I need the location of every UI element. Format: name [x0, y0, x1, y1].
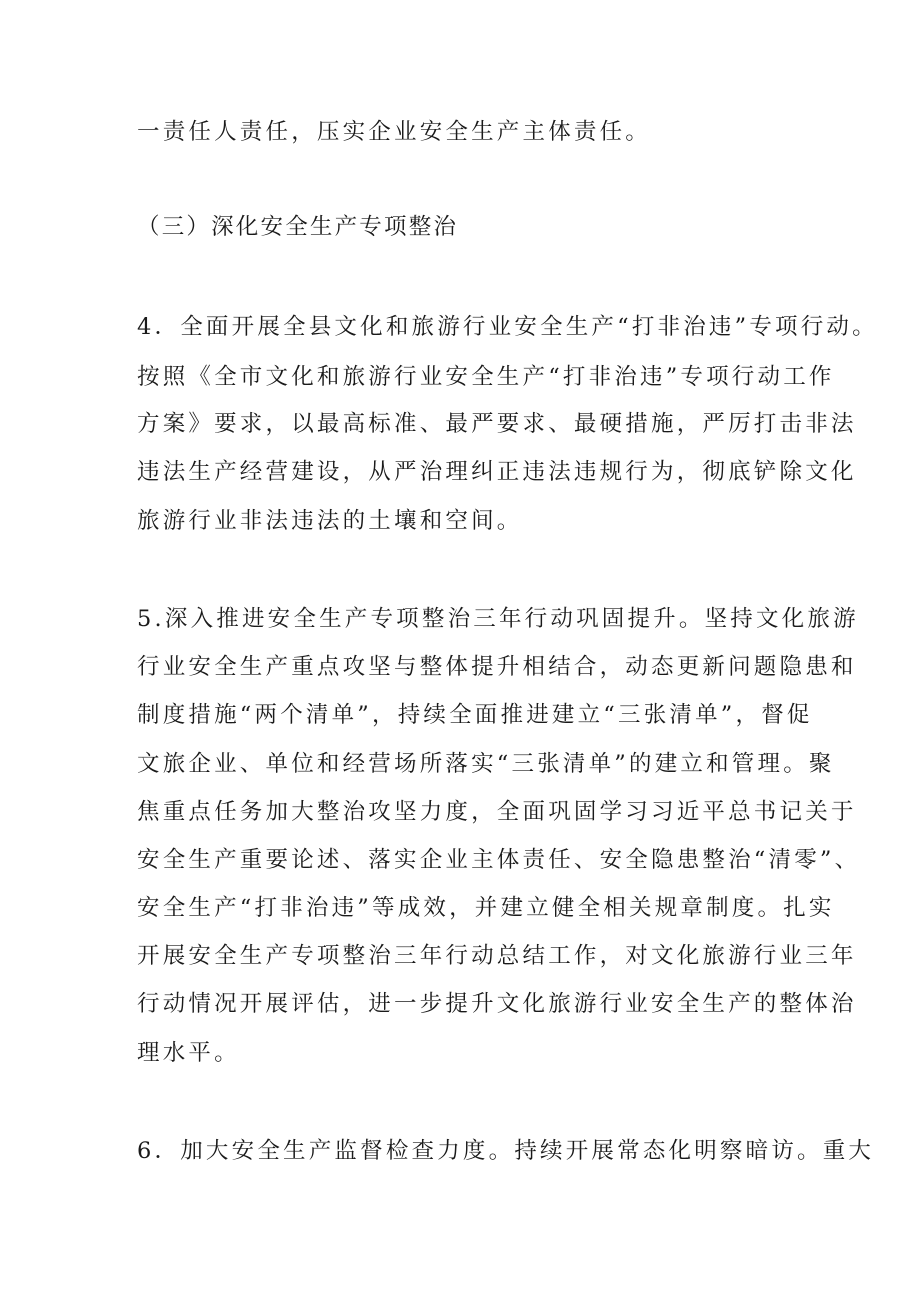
paragraph-line: 开展安全生产专项整治三年行动总结工作，对文化旅游行业三年 [137, 943, 857, 969]
item-5-title: 5.深入推进安全生产专项整治三年行动巩固提升。坚持文化旅游 [137, 606, 859, 632]
paragraph-line: 制度措施“两个清单”，持续全面推进建立“三张清单”，督促 [137, 702, 813, 728]
paragraph-line: 文旅企业、单位和经营场所落实“三张清单”的建立和管理。聚 [137, 751, 835, 777]
paragraph-line: 理水平。 [137, 1040, 240, 1066]
item-6-title: 6．加大安全生产监督检查力度。持续开展常态化明察暗访。重大 [137, 1138, 875, 1164]
paragraph-line: 焦重点任务加大整治攻坚力度，全面巩固学习习近平总书记关于 [137, 799, 857, 825]
paragraph-line: 按照《全市文化和旅游行业安全生产“打非治违”专项行动工作 [137, 364, 835, 390]
paragraph-line: 行业安全生产重点攻坚与整体提升相结合，动态更新问题隐患和 [137, 654, 857, 680]
paragraph-line: 方案》要求，以最高标准、最严要求、最硬措施，严厉打击非法 [137, 411, 857, 437]
paragraph-line: 行动情况开展评估，进一步提升文化旅游行业安全生产的整体治 [137, 991, 857, 1017]
paragraph-line: 旅游行业非法违法的土壤和空间。 [137, 508, 523, 534]
paragraph-line: 一责任人责任，压实企业安全生产主体责任。 [137, 119, 652, 145]
item-4-title: 4．全面开展全县文化和旅游行业安全生产“打非治违”专项行动。 [137, 314, 878, 340]
paragraph-line: 安全生产重要论述、落实企业主体责任、安全隐患整治“清零”、 [137, 847, 861, 873]
section-heading: （三）深化安全生产专项整治 [137, 214, 459, 240]
paragraph-line: 安全生产“打非治违”等成效，并建立健全相关规章制度。扎实 [137, 895, 835, 921]
paragraph-line: 违法生产经营建设，从严治理纠正违法违规行为，彻底铲除文化 [137, 459, 857, 485]
